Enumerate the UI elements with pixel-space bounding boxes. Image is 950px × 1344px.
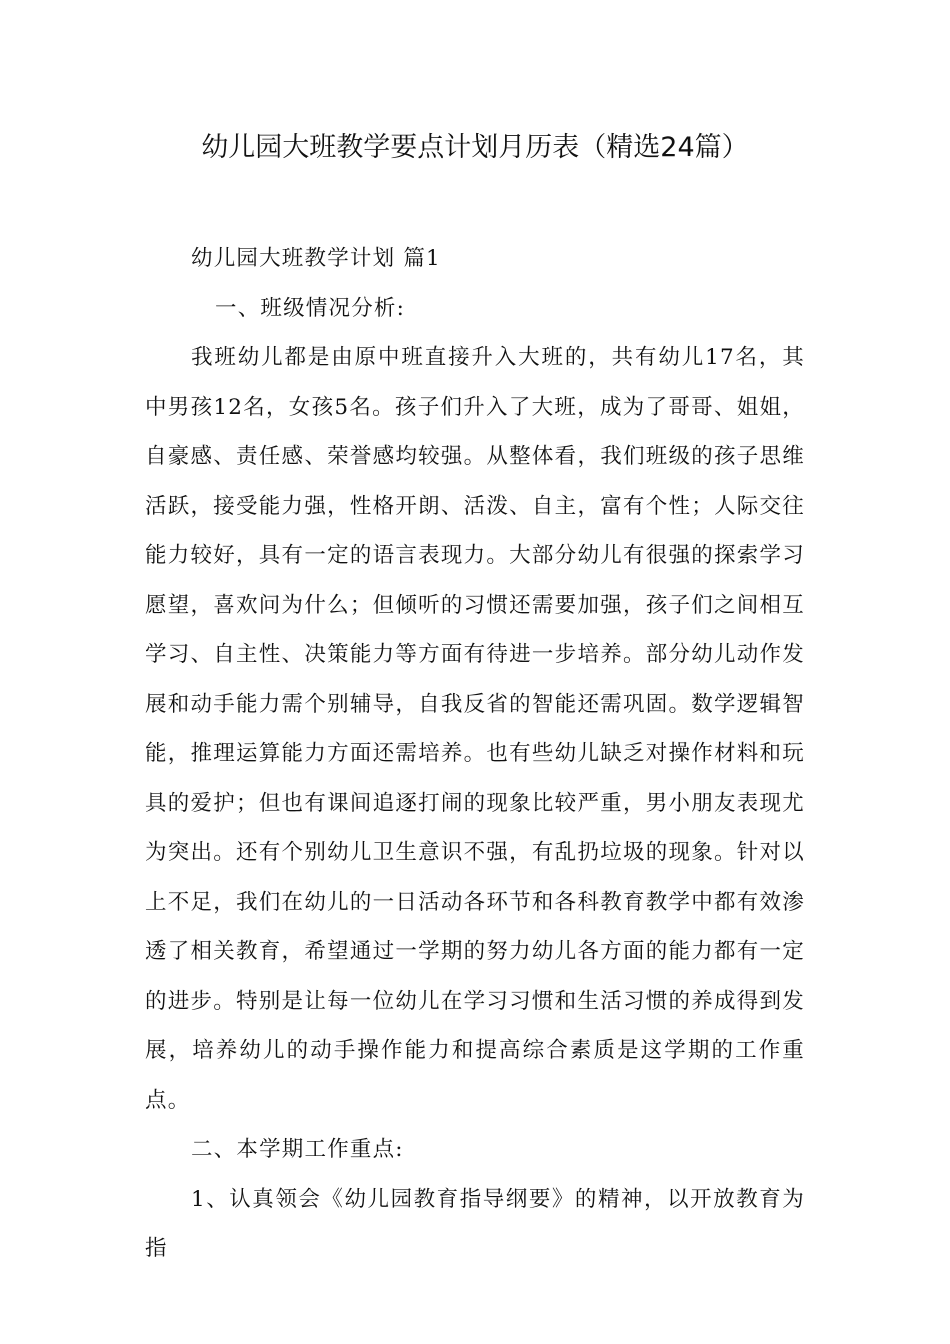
paragraph-work-focus-1: 1、认真领会《幼儿园教育指导纲要》的精神，以开放教育为指 <box>145 1186 805 1261</box>
document-body <box>145 234 805 1274</box>
paragraph-class-analysis: 我班幼儿都是由原中班直接升入大班的，共有幼儿17名，其中男孩12名，女孩5名。孩子们升入了大班，成为了哥哥、姐姐，自豪感、责任感、荣誉感均较强。从整体看，我们班级的孩子思维活跃，接受能力强，性格开朗、活泼、自主，富有个性；人际交往能力较好，具有一定的语言表现力。大部分幼儿有很强的探索学习愿望，喜欢问为什么；但倾听的习惯还需要加强，孩子们之间相互学习、自主性、决策能力等方面有待进一步培养。部分幼儿动作发展和动手能力需个别辅导，自我反省的智能还需巩固。数学逻辑智能，推理运算能力方面还需培养。也有些幼儿缺乏对操作材料和玩具的爱护；但也有课间追逐打闹的现象比较严重，男小朋友表现尤为突出。还有个别幼儿卫生意识不强，有乱扔垃圾的现象。针对以上不足，我们在幼儿的一日活动各环节和各科教育教学中都有效渗透了相关教育，希望通过一学期的努力幼儿各方面的能力都有一定的进步。特别是让每一位幼儿在学习习惯和生活习惯的养成得到发展，培养幼儿的动手操作能力和提高综合素质是这学期的工作重点。 <box>145 345 805 1113</box>
document-title: 幼儿园大班教学要点计划月历表（精选24篇） <box>201 132 749 163</box>
subheading-work-focus: 二、本学期工作重点: <box>191 1137 404 1162</box>
subheading-class-analysis: 一、班级情况分析: <box>215 295 406 321</box>
section-heading: 幼儿园大班教学计划 篇1 <box>191 246 441 271</box>
